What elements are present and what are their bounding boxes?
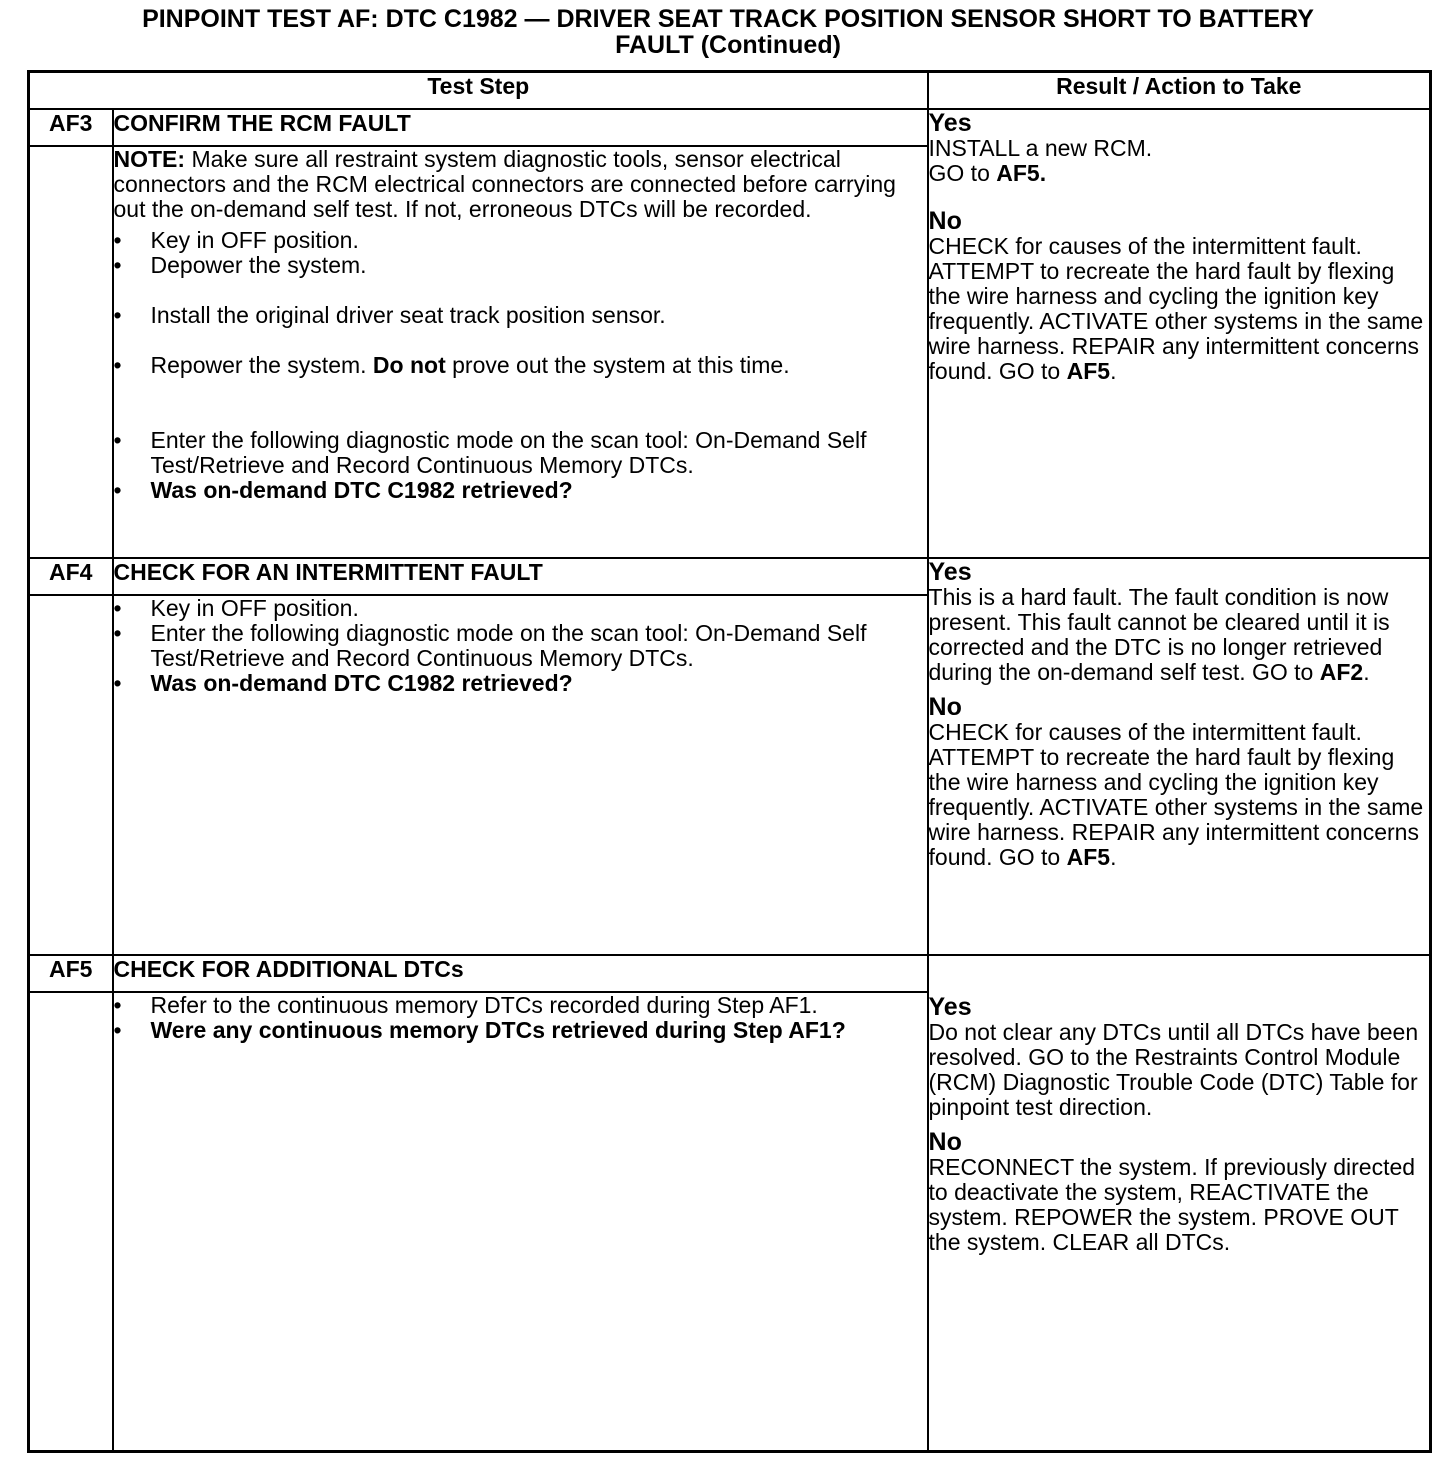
header-row — [29, 72, 1431, 110]
bullets-af3 — [114, 228, 927, 503]
yes-label-af4: Yes — [928, 558, 972, 586]
bullets-af4 — [114, 596, 927, 696]
list-item: • Repower the system. Do not prove out the system at this time. — [114, 353, 927, 378]
list-item: • Enter the following diagnostic mode on the scan tool: On-Demand Self Test/Retrieve and Record Continuous Memory DTCs. — [114, 621, 927, 671]
bullets-af5 — [114, 993, 927, 1043]
no-label-af3: No — [928, 207, 962, 235]
yes-label-af3: Yes — [928, 109, 972, 137]
list-item: • Install the original driver seat track position sensor. — [114, 303, 927, 328]
yes-label-af5: Yes — [928, 993, 972, 1021]
header-test-step: Test Step — [29, 72, 928, 110]
step-title-af3: CONFIRM THE RCM FAULT — [113, 109, 928, 146]
yes-ref-af3: AF5. — [996, 160, 1047, 186]
result-af3 — [928, 109, 1431, 558]
result-af5 — [928, 955, 1431, 1452]
no-text-af4: CHECK for causes of the intermittent fault. ATTEMPT to recreate the hard fault by flexing the wire harness and cycling the ignition key frequently. ACTIVATE other systems in the same wire harness. REPAIR any intermittent concerns found. GO to AF5. — [928, 719, 1424, 870]
no-text-af5: RECONNECT the system. If previously directed to deactivate the system, REACTIVATE the system. REPOWER the system. PROVE OUT the system. CLEAR all DTCs. — [928, 1154, 1416, 1255]
no-label-af4: No — [928, 693, 962, 721]
step-id-af5: AF5 — [29, 955, 113, 992]
list-item: • Refer to the continuous memory DTCs recorded during Step AF1. — [114, 993, 927, 1018]
step-id-af3: AF3 — [29, 109, 113, 146]
list-item: • Depower the system. — [114, 253, 927, 278]
step-af4-title-row — [29, 558, 1431, 595]
step-body-af5 — [113, 992, 928, 1452]
yes-text-af3-line2: GO to AF5. — [928, 160, 1047, 186]
list-item: • Was on-demand DTC C1982 retrieved? — [114, 478, 927, 503]
step-af3-title-row — [29, 109, 1431, 146]
title-line-1: PINPOINT TEST AF: DTC C1982 — DRIVER SEAT TRACK POSITION SENSOR SHORT TO BATTERY — [142, 5, 1314, 33]
yes-text-af4: This is a hard fault. The fault condition is now present. This fault cannot be cleared until it is corrected and the DTC is no longer retrieved during the on-demand self test. GO to AF2. — [928, 584, 1390, 685]
list-item: • Key in OFF position. — [114, 596, 927, 621]
step-title-af4: CHECK FOR AN INTERMITTENT FAULT — [113, 558, 928, 595]
step-af5-title-row — [29, 955, 1431, 992]
no-text-af3: CHECK for causes of the intermittent fault. ATTEMPT to recreate the hard fault by flexing the wire harness and cycling the ignition key frequently. ACTIVATE other systems in the same wire harness. REPAIR any intermittent concerns found. GO to AF5. — [928, 233, 1424, 384]
yes-text-af3-line1: INSTALL a new RCM. — [928, 135, 1153, 161]
no-ref-af4: AF5 — [1066, 844, 1111, 870]
list-item: • Was on-demand DTC C1982 retrieved? — [114, 671, 927, 696]
result-af4 — [928, 558, 1431, 955]
page-title — [0, 6, 1456, 58]
note-af3: NOTE: Make sure all restraint system diagnostic tools, sensor electrical connectors and the RCM electrical connectors are connected before carrying out the on-demand self test. If not, erroneous DTCs will be recorded. — [113, 146, 896, 222]
no-ref-af3: AF5 — [1066, 358, 1111, 384]
title-line-2: FAULT (Continued) — [615, 31, 841, 59]
step-body-af4 — [113, 595, 928, 955]
pinpoint-test-table — [27, 70, 1432, 1453]
yes-text-af5: Do not clear any DTCs until all DTCs have been resolved. GO to the Restraints Control Module (RCM) Diagnostic Trouble Code (DTC) Table for pinpoint test direction. — [928, 1019, 1419, 1120]
step-body-af3 — [113, 146, 928, 558]
yes-ref-af4: AF2 — [1319, 659, 1364, 685]
step-id-af4: AF4 — [29, 558, 113, 595]
no-label-af5: No — [928, 1128, 962, 1156]
list-item: • Were any continuous memory DTCs retrieved during Step AF1? — [114, 1018, 927, 1043]
list-item: • Key in OFF position. — [114, 228, 927, 253]
note-label: NOTE: — [113, 146, 186, 172]
header-result: Result / Action to Take — [928, 72, 1431, 110]
list-item: • Enter the following diagnostic mode on the scan tool: On-Demand Self Test/Retrieve and Record Continuous Memory DTCs. — [114, 428, 927, 478]
step-title-af5: CHECK FOR ADDITIONAL DTCs — [113, 955, 928, 992]
